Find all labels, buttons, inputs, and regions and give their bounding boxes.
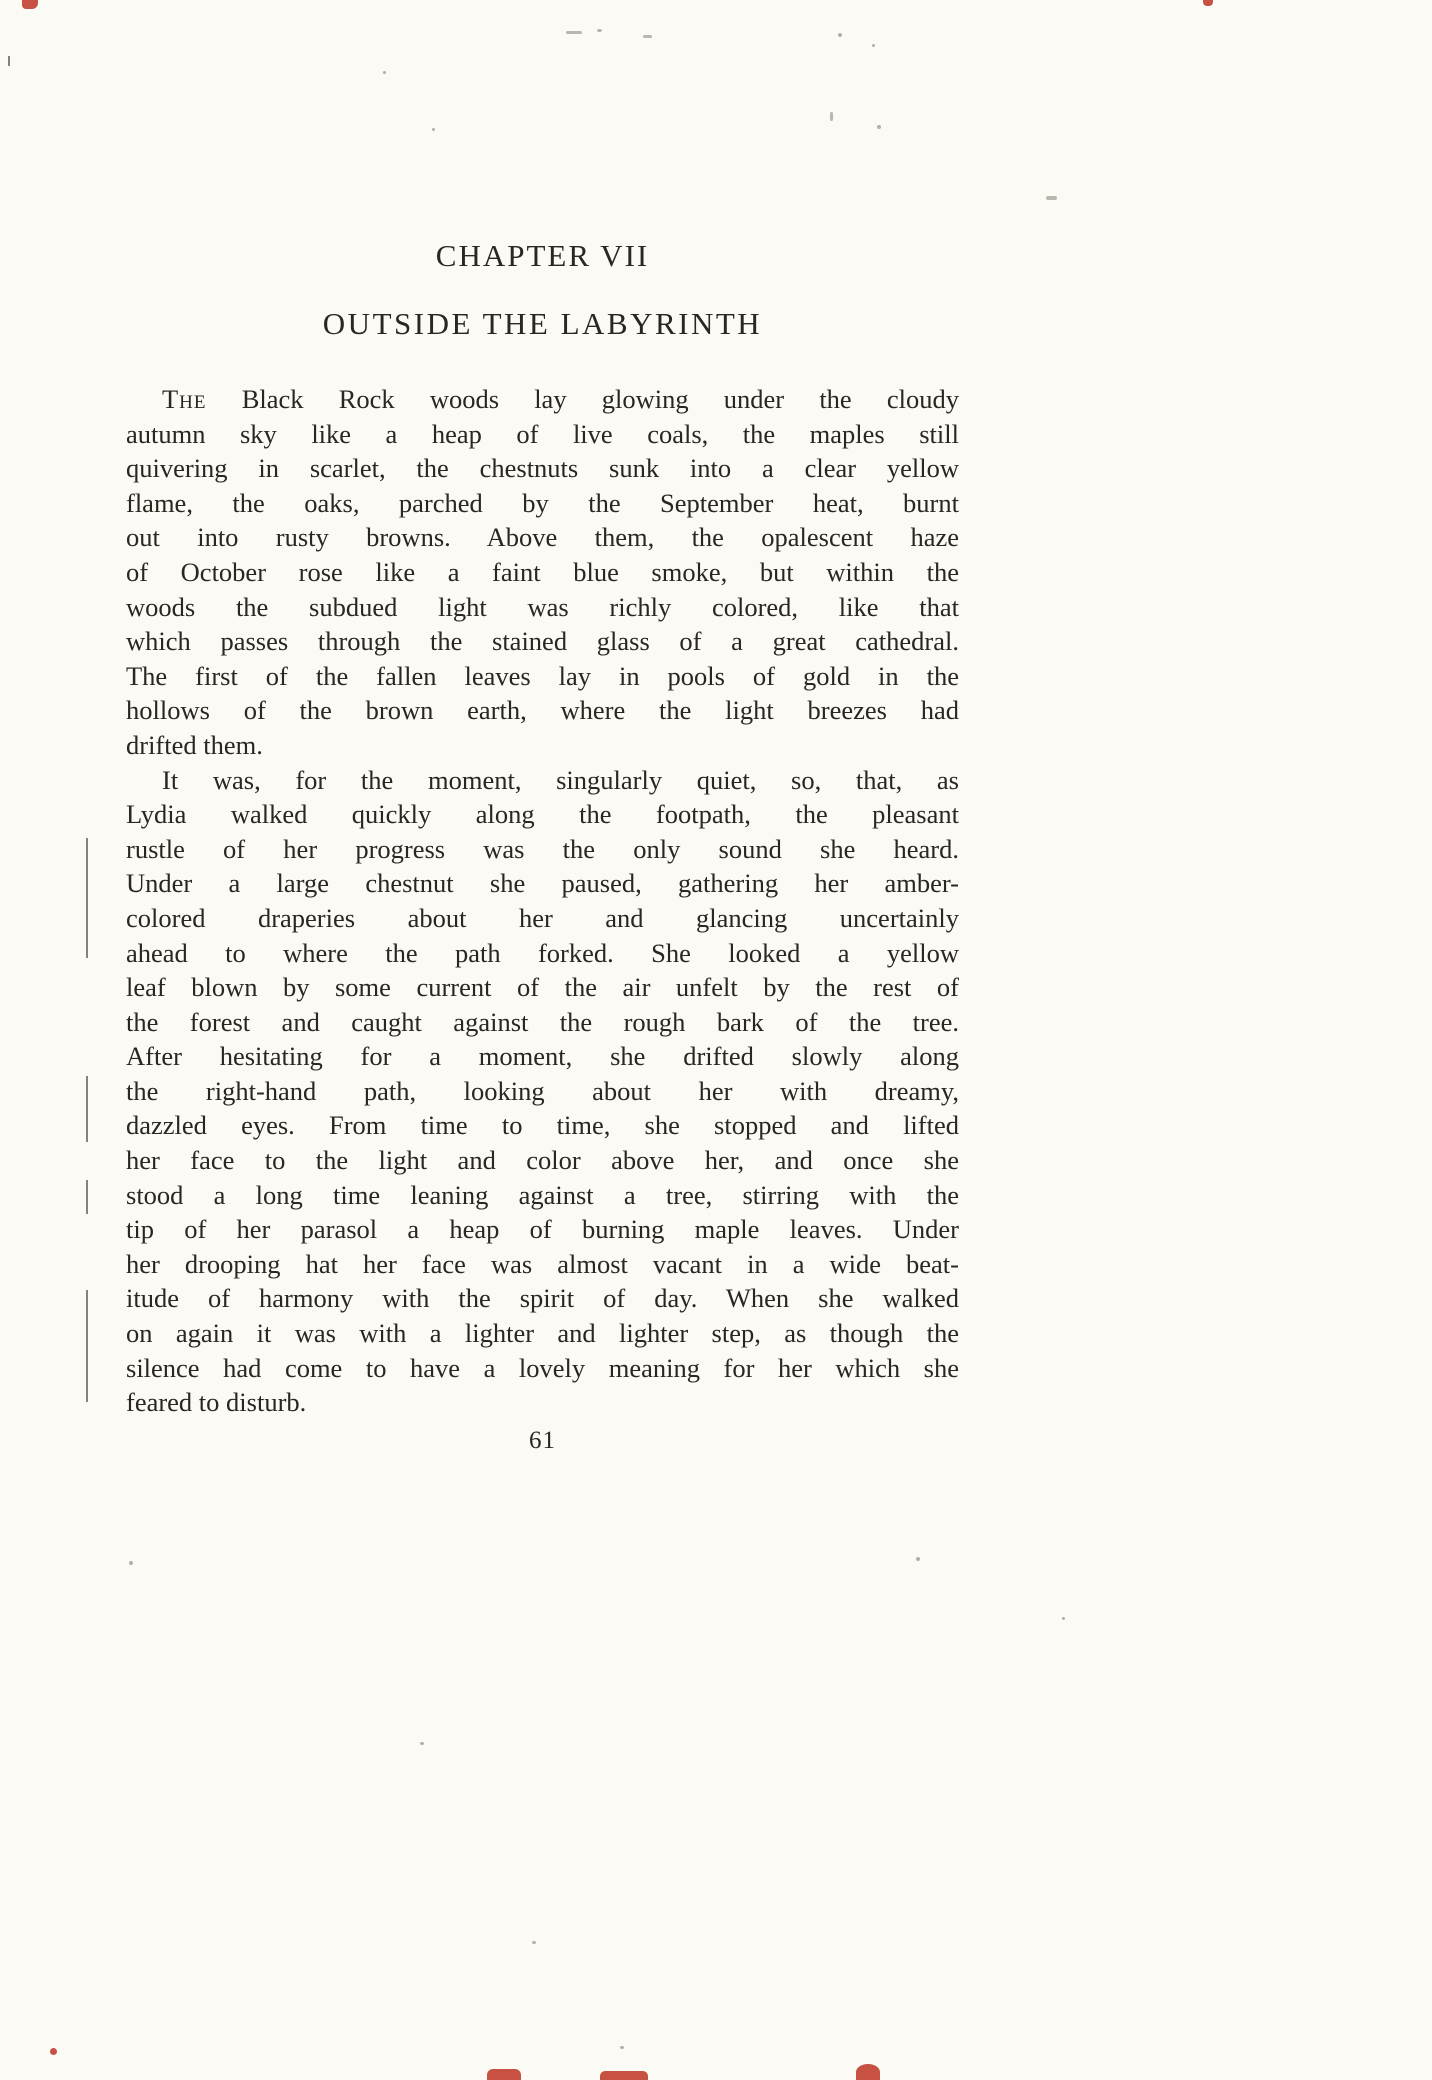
text-line: dazzled eyes. From time to time, she stopped and lifted [126, 1110, 959, 1141]
text-line: drifted them. [126, 729, 263, 760]
text-line: ahead to where the path forked. She looked a yellow [126, 937, 959, 968]
text-line [126, 382, 959, 417]
scan-edge-line [86, 1076, 88, 1142]
scan-speck [420, 1742, 424, 1745]
text-line: quivering in scarlet, the chestnuts sunk into a clear yellow [126, 453, 959, 484]
text-line: the forest and caught against the rough bark of the tree. [126, 1006, 959, 1037]
scan-artifact-red [487, 2069, 521, 2080]
text-line: on again it was with a lighter and lighter step, as though the [126, 1318, 959, 1349]
scan-artifact-red [1203, 0, 1213, 6]
scan-edge-line [86, 838, 88, 958]
scan-speck [532, 1941, 536, 1944]
scan-edge-line [8, 56, 10, 66]
lead-word-smallcaps: The [162, 384, 207, 414]
text-line: hollows of the brown earth, where the light breezes had [126, 695, 959, 726]
text-line: her face to the light and color above her, and once she [126, 1145, 959, 1176]
scan-speck [620, 2046, 624, 2049]
text-line: itude of harmony with the spirit of day. When she walked [126, 1283, 959, 1314]
text-line: Under a large chestnut she paused, gathering her amber- [126, 868, 959, 899]
paragraph [126, 382, 959, 763]
text-line: feared to disturb. [126, 1387, 307, 1418]
text-line: flame, the oaks, parched by the September heat, burnt [126, 487, 959, 518]
text-line: After hesitating for a moment, she drifted slowly along [126, 1041, 959, 1072]
scan-artifact-red [600, 2071, 648, 2080]
text-line: Lydia walked quickly along the footpath, the pleasant [126, 799, 959, 830]
text-line: which passes through the stained glass of a great cathedral. [126, 626, 959, 657]
section-title: OUTSIDE THE LABYRINTH [322, 306, 763, 341]
text-line: out into rusty browns. Above them, the opalescent haze [126, 522, 959, 553]
text-line: It was, for the moment, singularly quiet, so, that, as [162, 764, 959, 795]
text-line: tip of her parasol a heap of burning maple leaves. Under [126, 1214, 959, 1245]
text-line: The first of the fallen leaves lay in pools of gold in the [126, 660, 959, 691]
text-line-rest: Black Rock woods lay glowing under the cloudy [241, 384, 959, 414]
scan-speck [916, 1557, 920, 1561]
scan-edge-line [86, 1180, 88, 1214]
text-line: autumn sky like a heap of live coals, the maples still [126, 418, 959, 449]
scan-artifact-red [22, 0, 38, 9]
text-line: stood a long time leaning against a tree, stirring with the [126, 1179, 959, 1210]
scan-speck [129, 1561, 133, 1565]
text-line: rustle of her progress was the only sound she heard. [126, 833, 959, 864]
text-line: silence had come to have a lovely meaning for her which she [126, 1352, 959, 1383]
text-line: the right-hand path, looking about her with dreamy, [126, 1075, 959, 1106]
page-number: 61 [529, 1426, 556, 1454]
text-line: leaf blown by some current of the air unfelt by the rest of [126, 972, 959, 1003]
text-block [126, 0, 959, 1455]
text-line: colored draperies about her and glancing uncertainly [126, 902, 959, 933]
paragraph [126, 763, 959, 1420]
scan-artifact-red [50, 2048, 57, 2055]
chapter-heading: CHAPTER VII [435, 238, 650, 273]
text-line: woods the subdued light was richly colored, like that [126, 591, 959, 622]
scan-speck [1062, 1617, 1065, 1620]
scan-speck [1046, 196, 1057, 200]
body-text [126, 382, 959, 1420]
scan-edge-line [86, 1290, 88, 1402]
scan-artifact-red [856, 2064, 880, 2080]
text-line: of October rose like a faint blue smoke, but within the [126, 556, 959, 587]
text-line: her drooping hat her face was almost vacant in a wide beat- [126, 1248, 959, 1279]
